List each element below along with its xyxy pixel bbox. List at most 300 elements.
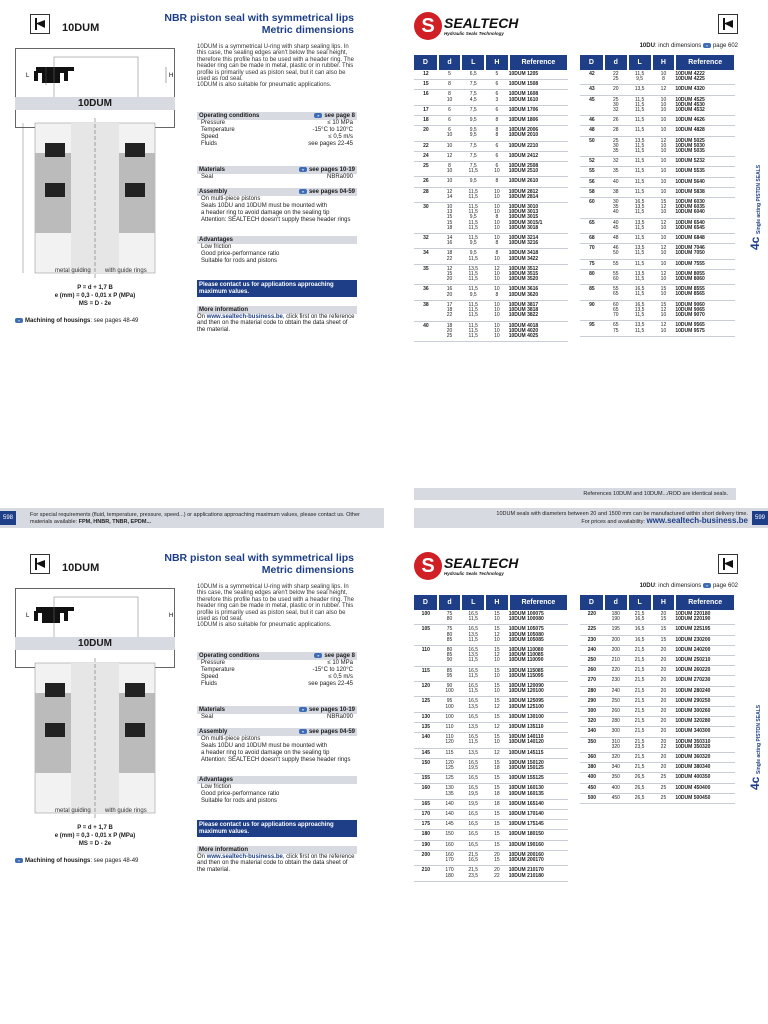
reference-cell[interactable]: 10DUM 340300 (675, 727, 735, 737)
reference-cell[interactable]: 10DUM 225195 (675, 625, 735, 635)
dimension-cell: 20 (652, 727, 676, 737)
dimension-cell: 210 (604, 656, 628, 666)
dimension-cell: 26 (414, 177, 438, 187)
reference-cell[interactable]: 10DUM 120090 10DUM 120100 (509, 682, 568, 697)
dimension-cell: 8 10 (485, 249, 509, 264)
materials-link[interactable] (299, 707, 355, 713)
table-row (414, 151, 568, 161)
reference-cell[interactable]: 10DUM 300260 (675, 707, 735, 717)
reference-cell[interactable]: 10DUM 500450 (675, 793, 735, 803)
dimension-cell: 26 (604, 116, 628, 126)
table-row (414, 90, 568, 105)
reference-cell[interactable]: 10DUM 270230 (675, 676, 735, 686)
svg-text:L: L (26, 73, 30, 79)
dimension-cell: 145 (438, 820, 462, 830)
table-row (414, 850, 568, 865)
reference-cell[interactable]: 10DUM 9565 10DUM 9575 (675, 321, 735, 336)
table-row (580, 793, 735, 803)
assembly-link-text: see pages 04-59 (308, 729, 355, 736)
catalog-spread-bottom (0, 540, 768, 1024)
dimension-cell: 130 135 (438, 784, 462, 799)
dimension-cell: 12 10 (652, 218, 676, 233)
section-tab (750, 120, 764, 250)
reference-cell[interactable]: 10DUM 230200 (675, 635, 735, 645)
dimension-cell: 56 (580, 177, 604, 187)
reference-cell[interactable]: 10DUM 170140 (509, 810, 568, 820)
reference-cell[interactable]: 10DUM 450400 (675, 783, 735, 793)
op-key: Speed (201, 674, 219, 680)
sealtech-link[interactable]: www.sealtech-business.be (206, 854, 283, 860)
description-text: 10DUM is a symmetrical U-ring with sharp sealing lips. In this case, the sealing edges aren't below the seal height, therefore this profile has to be used with a header ring. The header ring can be made in metal, plastic or in rubber. This profile is primarily used as piston seal, but it can also be used as rod seal. (197, 584, 354, 623)
reference-cell[interactable]: 10DUM 2812 10DUM 2814 (509, 187, 568, 202)
page-number-right: 599 (752, 511, 768, 525)
footer-sealtech-link[interactable]: www.sealtech-business.be (646, 515, 748, 525)
machining-note[interactable] (15, 318, 138, 324)
dimension-cell: 13,5 (461, 723, 485, 733)
dimension-cell: 450 (604, 793, 628, 803)
dimension-cell: 380 (580, 763, 604, 773)
table-row (414, 723, 568, 733)
column-header: D (580, 595, 604, 610)
dimension-cell: 10 (438, 141, 462, 151)
table-row (414, 70, 568, 80)
reference-cell[interactable]: 10DUM 5838 (675, 187, 735, 197)
dimension-cell: 21,5 (628, 666, 652, 676)
dimension-cell: 26,5 (628, 773, 652, 783)
reference-cell[interactable]: 10DUM 155125 (509, 774, 568, 784)
reference-cell[interactable]: 10DUM 4222 10DUM 4225 (675, 70, 735, 85)
dimension-cell: 20 (652, 717, 676, 727)
dimension-cell: 450 (580, 783, 604, 793)
dimension-cell: 6 10 (485, 162, 509, 177)
reference-cell[interactable]: 10DUM 5232 (675, 157, 735, 167)
table-row (414, 141, 568, 151)
dimension-cell: 12 14 (438, 187, 462, 202)
profile-label: 10DUM (15, 637, 175, 650)
dimension-cell: 10 8 (652, 70, 676, 85)
dimension-cell: 5 (485, 70, 509, 80)
dimension-cell: 160 170 (438, 850, 462, 865)
reference-cell[interactable]: 10DUM 135110 (509, 723, 568, 733)
dimension-cell: 6 (485, 80, 509, 90)
dimension-cell: 20 (652, 676, 676, 686)
reference-cell[interactable]: 10DUM 9060 10DUM 9065 10DUM 9070 (675, 300, 735, 321)
dimension-cell: 30 35 40 (604, 198, 628, 219)
operating-link[interactable] (314, 653, 355, 659)
assembly-line: Attention: SEALTECH doesn't supply these header rings (201, 217, 351, 223)
materials-title: Materials (199, 707, 226, 713)
piston-seal-icon (30, 554, 50, 574)
reference-cell[interactable]: 10DUM 2412 (509, 151, 568, 161)
reference-cell[interactable]: 10DUM 5025 10DUM 5030 10DUM 5035 (675, 136, 735, 157)
machining-note[interactable] (15, 858, 138, 864)
dimension-cell: 15 12 10 (485, 646, 509, 667)
column-header: D (414, 55, 438, 70)
dimension-cell: 32 (604, 157, 628, 167)
reference-cell[interactable]: 10DUM 165140 (509, 799, 568, 809)
table-row (580, 269, 735, 284)
page-link-icon: » (703, 583, 711, 588)
dimension-cell: 260 (604, 707, 628, 717)
reference-cell[interactable]: 10DUM 380340 (675, 763, 735, 773)
dimension-cell: 13,5 11,5 (628, 269, 652, 284)
more-information (197, 846, 357, 873)
reference-cell[interactable]: 10DUM 350310 10DUM 350320 (675, 737, 735, 752)
dimension-table-left (414, 595, 569, 882)
table-row (580, 773, 735, 783)
more-pre: On (197, 854, 206, 860)
reference-cell[interactable]: 10DUM 115085 10DUM 115095 (509, 666, 568, 681)
inch-dimensions-link[interactable] (640, 43, 738, 49)
reference-cell[interactable]: 10DUM 145115 (509, 748, 568, 758)
dimension-cell: 22 25 (604, 70, 628, 85)
column-header: d (438, 55, 462, 70)
page-link-icon: » (299, 189, 307, 194)
dimension-cell: 11,5 (628, 157, 652, 167)
dimension-cell: 16,5 11,5 (461, 682, 485, 697)
dimension-cell: 17 (414, 105, 438, 115)
operating-title: Operating conditions (199, 653, 260, 659)
footer-left (0, 508, 384, 528)
dimension-cell: 10 8 (485, 285, 509, 300)
reference-cell[interactable]: 10DUM 240200 (675, 645, 735, 655)
column-header: L (628, 55, 652, 70)
assembly-link[interactable] (299, 189, 355, 195)
dimension-table-right (580, 595, 736, 804)
formula-ms: MS = D - 2e (78, 301, 112, 307)
dimension-cell: 9,5 (461, 177, 485, 187)
table-row (580, 676, 735, 686)
dimension-cell: 20 15 (485, 850, 509, 865)
reference-cell[interactable]: 10DUM 280240 (675, 686, 735, 696)
reference-cell[interactable]: 10DUM 190160 (509, 840, 568, 850)
dimension-cell: 11,5 (628, 234, 652, 244)
dimension-cell: 15 (652, 635, 676, 645)
dimension-cell: 68 (580, 234, 604, 244)
reference-cell[interactable]: 10DUM 3616 10DUM 3620 (509, 285, 568, 300)
dimension-cell: 16,5 11,5 (461, 610, 485, 625)
dimension-cell: 20 15 (652, 610, 676, 625)
section-name: Single acting PISTON SEALS (756, 164, 762, 234)
more-post: , click first on the reference and then on the material code to obtain the data sheet of the material. (197, 314, 355, 333)
dimension-cell: 55 (604, 259, 628, 269)
dimension-cell: 15 10 (652, 285, 676, 300)
title-line2: Metric dimensions (261, 24, 354, 36)
assembly-link[interactable] (299, 729, 355, 735)
page-link-icon: » (314, 653, 322, 658)
mat-val: NBRa090 (326, 714, 353, 720)
dimension-cell: 26,5 (628, 793, 652, 803)
dimension-cell: 11,5 9,5 (461, 234, 485, 249)
table-row (414, 733, 568, 748)
table-row (580, 126, 735, 136)
inch-dimensions-link[interactable] (640, 583, 738, 589)
reference-cell[interactable]: 10DUM 4626 (675, 116, 735, 126)
dimension-cell: 16,5 13,5 (461, 697, 485, 712)
dimension-cell: 21,5 (628, 763, 652, 773)
dimension-cell: 12 10 10 (485, 264, 509, 285)
dimension-cell: 11,5 9,5 (628, 70, 652, 85)
assembly-line: Attention: SEALTECH doesn't supply these header rings (201, 757, 351, 763)
table-row (580, 116, 735, 126)
dimension-cell: 5 (438, 70, 462, 80)
dimension-cell: 85 95 (438, 666, 462, 681)
reference-cell[interactable]: 10DUM 320280 (675, 717, 735, 727)
reference-cell[interactable]: 10DUM 7555 (675, 259, 735, 269)
formula-ms: MS = D - 2e (78, 841, 112, 847)
table-row (414, 712, 568, 722)
title-line2: Metric dimensions (261, 564, 354, 576)
reference-cell[interactable]: 10DUM 2210 (509, 141, 568, 151)
dimension-cell: 20 (652, 696, 676, 706)
dimension-cell: 9,5 9,5 (461, 126, 485, 141)
dimension-cell: 350 (580, 737, 604, 752)
dimension-cell: 10 10 10 (485, 300, 509, 321)
reference-cell[interactable]: 10DUM 130100 (509, 712, 568, 722)
table-row (414, 249, 568, 264)
reference-cell[interactable]: 10DUM 1806 (509, 116, 568, 126)
reference-cell[interactable]: 10DUM 3214 10DUM 3216 (509, 234, 568, 249)
reference-cell[interactable]: 10DUM 180150 (509, 830, 568, 840)
table-row (580, 321, 735, 336)
dimension-cell: 6 (485, 151, 509, 161)
caption-guide-rings: with guide rings (105, 808, 147, 814)
footer-right-line1: 10DUM seals with diameters between 20 and 1500 mm can be manufactured within short delivery time. (496, 511, 748, 517)
reference-cell[interactable]: 10DUM 8555 10DUM 8565 (675, 285, 735, 300)
dimension-cell: 12 (438, 151, 462, 161)
table-row (414, 697, 568, 712)
dimension-cell: 15 18 (485, 758, 509, 773)
table-row (580, 95, 735, 116)
dimension-cell: 280 (580, 686, 604, 696)
description-text: 10DUM is a symmetrical U-ring with sharp sealing lips. In this case, the sealing edges aren't below the seal height, therefore this profile has to be used with a header ring. The header ring can be made in metal, plastic or in rubber. This profile is primarily used as piston seal, but it can also be used as rod seal. (197, 44, 354, 83)
dimension-cell: 52 (580, 157, 604, 167)
dimension-cell: 10 8 (485, 234, 509, 249)
dimension-cell: 26,5 (628, 783, 652, 793)
dimension-cell: 10 10 10 (485, 321, 509, 342)
materials-link[interactable] (299, 167, 355, 173)
operating-conditions (197, 652, 357, 688)
reference-cell[interactable]: 10DUM 105075 10DUM 105080 10DUM 105085 (509, 625, 568, 646)
table-row (414, 187, 568, 202)
materials (197, 706, 357, 721)
dimension-cell: 150 (438, 830, 462, 840)
reference-cell[interactable]: 10DUM 100075 10DUM 100080 (509, 610, 568, 625)
op-row (197, 120, 357, 127)
dimension-cell: 12 (485, 748, 509, 758)
dimension-cell: 15 (485, 810, 509, 820)
table-row (580, 285, 735, 300)
page-title (164, 12, 354, 36)
dimension-cell: 25 (414, 162, 438, 177)
dimension-cell: 50 (580, 136, 604, 157)
dimension-cell: 20 (652, 707, 676, 717)
description (197, 44, 357, 89)
page-link-icon: » (299, 167, 307, 172)
reference-cell[interactable]: 10DUM 210170 10DUM 210180 (509, 866, 568, 881)
advantage-line: Low friction (201, 244, 232, 250)
dimension-cell: 16,5 19,5 (461, 758, 485, 773)
reference-cell[interactable]: 10DUM 4525 10DUM 4530 10DUM 4532 (675, 95, 735, 116)
op-key: Temperature (201, 667, 235, 673)
table-row (414, 830, 568, 840)
dimension-cell: 25 (652, 783, 676, 793)
dimension-cell: 7,5 (461, 105, 485, 115)
dimension-cell: 21,5 (628, 676, 652, 686)
table-row (580, 645, 735, 655)
operating-link-text: see page 8 (324, 653, 355, 660)
dimension-cell: 145 (414, 748, 438, 758)
op-val[interactable]: see pages 22-45 (308, 141, 353, 147)
assembly-line: a header ring to avoid damage on the sealing tip (201, 210, 330, 216)
reference-cell[interactable]: 10DUM 3512 10DUM 3515 10DUM 3520 (509, 264, 568, 285)
dimension-cell: 16,5 (461, 810, 485, 820)
reference-cell[interactable]: 10DUM 2006 10DUM 2010 (509, 126, 568, 141)
reference-cell[interactable]: 10DUM 6540 10DUM 6545 (675, 218, 735, 233)
reference-cell[interactable]: 10DUM 400350 (675, 773, 735, 783)
reference-cell[interactable]: 10DUM 6848 (675, 234, 735, 244)
dimension-cell: 16,5 (461, 774, 485, 784)
reference-cell[interactable]: 10DUM 200160 10DUM 200170 (509, 850, 568, 865)
reference-cell[interactable]: 10DUM 7046 10DUM 7050 (675, 244, 735, 259)
reference-cell[interactable]: 10DUM 3817 10DUM 3818 10DUM 3822 (509, 300, 568, 321)
column-header: L (628, 595, 652, 610)
reference-cell[interactable]: 10DUM 2508 10DUM 2510 (509, 162, 568, 177)
table-row (414, 810, 568, 820)
reference-cell[interactable]: 10DUM 8055 10DUM 8060 (675, 269, 735, 284)
dimension-cell: 240 (580, 645, 604, 655)
footer-left-main: For special requirements (fluid, temperature, pressure, speed...) or applications approaching maximum values, please contact us. Other materials available: (30, 512, 360, 525)
dimension-cell: 38 (604, 187, 628, 197)
reference-cell[interactable]: 10DUM 4828 (675, 126, 735, 136)
dimension-cell: 6 3 (485, 90, 509, 105)
brand-name: SEALTECH (444, 555, 519, 571)
dimension-cell: 10 (652, 126, 676, 136)
formula-block (15, 284, 175, 308)
description (197, 584, 357, 629)
column-header: Reference (675, 595, 735, 610)
dimension-cell: 25 (652, 793, 676, 803)
table-row (414, 177, 568, 187)
reference-cell[interactable]: 10DUM 4320 (675, 85, 735, 95)
dimension-cell: 21,5 (628, 707, 652, 717)
dimension-cell: 48 (580, 126, 604, 136)
reference-cell[interactable]: 10DUM 4018 10DUM 4020 10DUM 4025 (509, 321, 568, 342)
dimension-cell: 65 (580, 218, 604, 233)
assembly-line: a header ring to avoid damage on the sealing tip (201, 750, 330, 756)
reference-cell[interactable]: 10DUM 3010 10DUM 3013 10DUM 3015 10DUM 3015/1 10DUM 3018 (509, 203, 568, 234)
dimension-cell: 95 100 (438, 697, 462, 712)
dimension-cell: 34 (414, 249, 438, 264)
dimension-cell: 230 (580, 635, 604, 645)
dimension-cell: 14 16 (438, 234, 462, 249)
dimension-cell: 10 10 10 (652, 95, 676, 116)
reference-cell[interactable]: 10DUM 175145 (509, 820, 568, 830)
assembly-line: On multi-piece pistons (201, 196, 261, 202)
reference-cell[interactable]: 10DUM 140110 10DUM 140120 (509, 733, 568, 748)
dimension-cell: 12 (414, 70, 438, 80)
operating-link-text: see page 8 (324, 113, 355, 120)
dimension-cell: 16,5 13,5 11,5 (628, 198, 652, 219)
dimension-cell: 20 (414, 126, 438, 141)
sealtech-link[interactable]: www.sealtech-business.be (206, 314, 283, 320)
dimension-cell: 60 (580, 198, 604, 219)
footer-right-text (438, 511, 748, 525)
dimension-cell: 6,5 (461, 70, 485, 80)
dimension-cell: 13,5 11,5 11,5 (628, 136, 652, 157)
dimension-cell: 10 13 15 15 18 (438, 203, 462, 234)
table-row (580, 737, 735, 752)
reference-cell[interactable]: 10DUM 290250 (675, 696, 735, 706)
dimension-cell: 20 (652, 645, 676, 655)
reference-cell[interactable]: 10DUM 2610 (509, 177, 568, 187)
dimension-cell: 220 (604, 666, 628, 676)
reference-cell[interactable]: 10DUM 360320 (675, 753, 735, 763)
reference-cell[interactable]: 10DUM 3418 10DUM 3422 (509, 249, 568, 264)
dimension-cell: 310 320 (604, 737, 628, 752)
dimension-cell: 45 (580, 95, 604, 116)
reference-cell[interactable]: 10DUM 1205 (509, 70, 568, 80)
reference-cell[interactable]: 10DUM 160130 10DUM 160135 (509, 784, 568, 799)
dimension-cell: 195 (604, 625, 628, 635)
table-row (580, 218, 735, 233)
inch-code: 10DU (639, 43, 655, 50)
dimension-cell: 17 18 22 (438, 300, 462, 321)
reference-cell[interactable]: 10DUM 250210 (675, 656, 735, 666)
column-header: Reference (509, 595, 568, 610)
dimension-cell: 20 (652, 763, 676, 773)
title-line1: NBR piston seal with symmetrical lips (164, 552, 354, 564)
table-row (414, 264, 568, 285)
dimension-cell: 15 12 10 (652, 300, 676, 321)
footer-right (414, 508, 768, 528)
dimension-cell: 340 (604, 763, 628, 773)
table-row (580, 753, 735, 763)
table-row (414, 682, 568, 697)
advantage-line: Low friction (201, 784, 232, 790)
formula-e: e (mm) = 0,3 - 0,01 x P (MPa) (54, 833, 136, 839)
reference-cell[interactable]: 10DUM 1508 (509, 80, 568, 90)
table-row (580, 783, 735, 793)
dimension-cell: 12 10 (652, 244, 676, 259)
page-title (164, 552, 354, 576)
table-row (580, 727, 735, 737)
operating-link[interactable] (314, 113, 355, 119)
reference-cell[interactable]: 10DUM 6030 10DUM 6035 10DUM 6040 (675, 198, 735, 219)
dimension-cell: 20 (604, 85, 628, 95)
reference-cell[interactable]: 10DUM 1706 (509, 105, 568, 115)
reference-cell[interactable]: 10DUM 125095 10DUM 125100 (509, 697, 568, 712)
dimension-cell: 110 (414, 646, 438, 667)
assembly-line: Seals 10DU and 10DUM must be mounted with (201, 743, 328, 749)
dimension-cell: 135 (414, 723, 438, 733)
reference-cell[interactable]: 10DUM 220180 10DUM 220190 (675, 610, 735, 625)
reference-cell[interactable]: 10DUM 150120 10DUM 150125 (509, 758, 568, 773)
op-val[interactable]: see pages 22-45 (308, 681, 353, 687)
dimension-cell: 100 (438, 712, 462, 722)
reference-cell[interactable]: 10DUM 5535 (675, 167, 735, 177)
reference-cell[interactable]: 10DUM 110080 10DUM 110085 10DUM 110090 (509, 646, 568, 667)
dimension-cell: 16,5 (461, 830, 485, 840)
dimension-cell: 58 (580, 187, 604, 197)
right-page (384, 0, 768, 512)
op-val: ≤ 10 MPa (327, 120, 353, 126)
dimension-cell: 10 (652, 234, 676, 244)
reference-cell[interactable]: 10DUM 5640 (675, 177, 735, 187)
reference-cell[interactable]: 10DUM 260220 (675, 666, 735, 676)
dimension-cell: 400 (580, 773, 604, 783)
reference-cell[interactable]: 10DUM 1608 10DUM 1610 (509, 90, 568, 105)
